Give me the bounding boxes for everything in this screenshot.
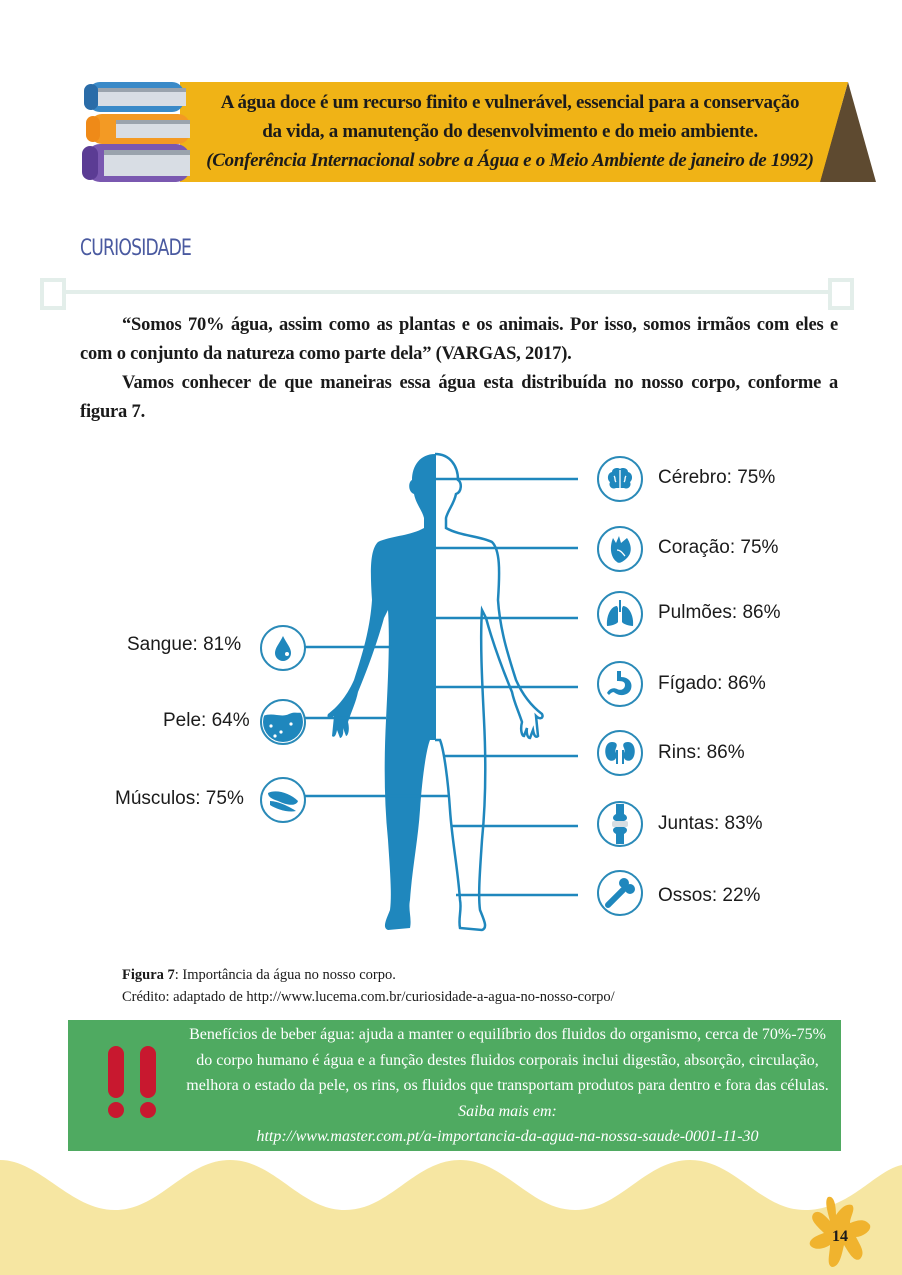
figure-caption	[122, 964, 615, 1008]
divider-right-cap	[828, 278, 854, 310]
caption-credit: Crédito: adaptado de http://www.lucema.com.br/curiosidade-a-agua-no-nosso-corpo/	[122, 989, 615, 1005]
notice-more-label: Saiba mais em:	[458, 1102, 557, 1120]
blood-drop-icon	[260, 625, 306, 671]
label-pele: Pele: 64%	[163, 710, 250, 731]
label-rins: Rins: 86%	[658, 742, 745, 763]
brain-icon	[597, 456, 643, 502]
bone-icon	[597, 870, 643, 916]
banner-quote	[178, 88, 842, 175]
kidneys-icon	[597, 730, 643, 776]
notice-link[interactable]: http://www.master.com.pt/a-importancia-da-agua-na-nossa-saude-0001-11-30	[256, 1128, 759, 1145]
exclamation-icon	[104, 1044, 160, 1120]
label-figado: Fígado: 86%	[658, 673, 766, 694]
label-coracao: Coração: 75%	[658, 537, 779, 558]
stomach-icon	[597, 661, 643, 707]
footer-wave-decoration	[0, 1160, 902, 1275]
page-number: 14	[832, 1228, 848, 1245]
notice-body: Benefícios de beber água: ajuda a manter o equilíbrio dos fluidos do organismo, cerca de 70%-75% do corpo humano é água e a função destes fluidos corporais inclui digestão, absorção, circulação, melhora o estado da pele, os rins, os fluidos que transportam produtos para dentro e fora das células.	[186, 1026, 829, 1094]
muscle-icon	[260, 777, 306, 823]
joint-icon	[597, 801, 643, 847]
banner-line-1: A água doce é um recurso finito e vulnerável, essencial para a conservação	[220, 92, 800, 113]
label-ossos: Ossos: 22%	[658, 885, 761, 906]
books-stack-icon	[82, 80, 192, 184]
label-cerebro: Cérebro: 75%	[658, 467, 776, 488]
section-title: CURIOSIDADE	[80, 236, 192, 261]
skin-icon	[260, 699, 306, 745]
caption-title: : Importância da água no nosso corpo.	[174, 967, 396, 983]
banner-line-2: da vida, a manutenção do desenvolvimento e do meio ambiente.	[262, 121, 758, 142]
caption-label: Figura 7	[122, 967, 175, 983]
section-divider	[52, 290, 842, 294]
label-juntas: Juntas: 83%	[658, 813, 763, 834]
label-sangue: Sangue: 81%	[127, 634, 242, 655]
banner-citation: (Conferência Internacional sobre a Água e o Meio Ambiente de janeiro de 1992)	[206, 150, 814, 171]
divider-left-cap	[40, 278, 66, 310]
lungs-icon	[597, 591, 643, 637]
label-pulmoes: Pulmões: 86%	[658, 602, 781, 623]
paragraph-quote: “Somos 70% água, assim como as plantas e os animais. Por isso, somos irmãos com eles e com o conjunto da natureza como parte dela” (VARGAS, 2017).	[80, 315, 838, 364]
paragraph-intro: Vamos conhecer de que maneiras essa água esta distribuída no nosso corpo, conforme a figura 7.	[80, 373, 838, 422]
label-musculos: Músculos: 75%	[115, 788, 244, 809]
notice-text	[180, 1022, 835, 1150]
heart-icon	[597, 526, 643, 572]
human-body-figure	[300, 440, 600, 950]
